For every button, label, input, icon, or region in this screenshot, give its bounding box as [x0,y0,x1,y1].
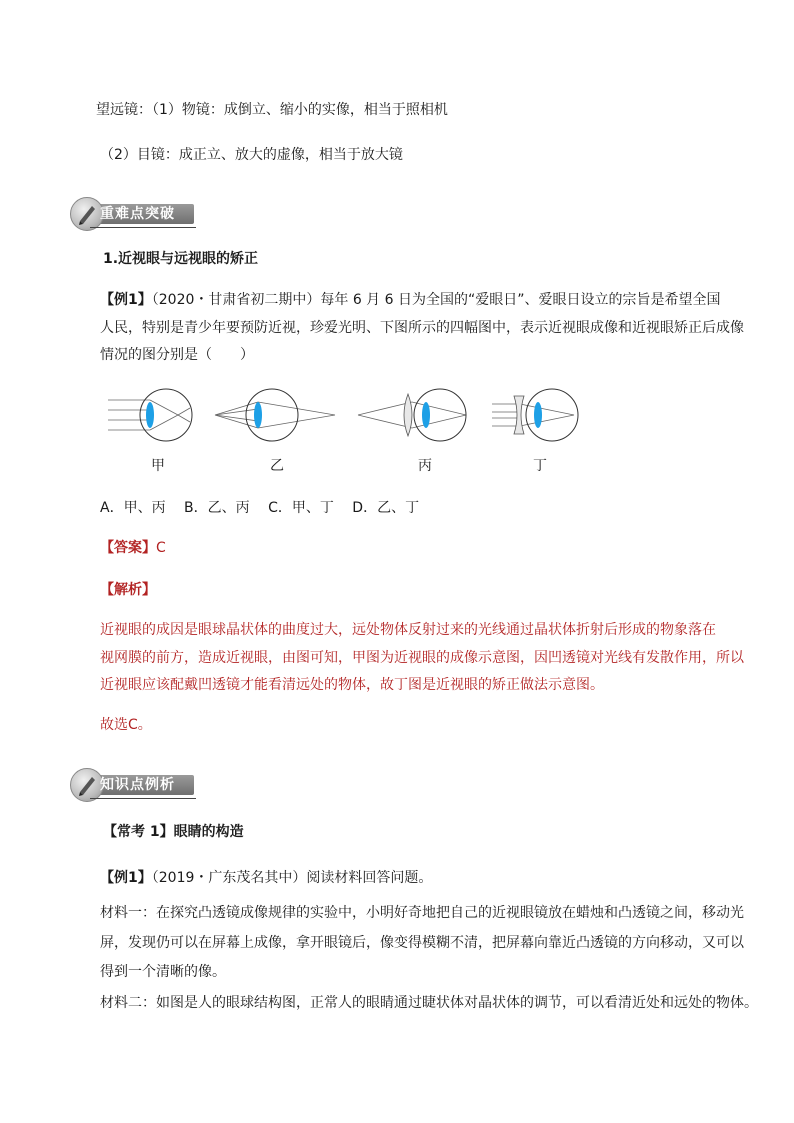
eye-diagram-ding [492,389,578,441]
eye-diagrams-figure [100,382,600,452]
example-label: 【例1】 [100,292,152,308]
analysis-line-3: 近视眼应该配戴凹透镜才能看清远处的物体，故丁图是近视眼的矫正做法示意图。 [100,677,604,693]
figure-label-jia: 甲 [151,458,165,474]
conclusion-text: 故选C。 [100,717,152,733]
example-label: 【例1】 [100,870,152,886]
section-title: 知识点例析 [100,777,175,793]
analysis-label: 【解析】 [100,582,156,598]
example-line-1 [100,290,721,310]
material1-line-2: 屏，发现仍可以在屏幕上成像，拿开眼镜后，像变得模糊不清，把屏幕向靠近凸透镜的方向移动，又可以 [100,935,744,951]
banner-underline [90,798,196,799]
figure-label-ding: 丁 [533,458,547,474]
figure-label-bing: 丙 [418,458,432,474]
subsection-title: 1.近视眼与远视眼的矫正 [103,251,259,267]
answer-options: A．甲、丙 B．乙、丙 C．甲、丁 D．乙、丁 [100,500,420,516]
subsection-title: 【常考 1】眼睛的构造 [103,824,244,840]
figure-label-yi: 乙 [270,458,284,474]
example2-intro-line [100,868,432,888]
section-title: 重难点突破 [100,206,175,222]
example-text: （2020・甘肃省初二期中）每年 6 月 6 日为全国的“爱眼日”、爱眼日设立的宗旨是希望全国 [151,292,721,308]
telescope-eyepiece-text: （2）目镜：成正立、放大的虚像，相当于放大镜 [100,147,403,163]
answer-label: 【答案】 [100,540,156,556]
example-intro: （2019・广东茂名其中）阅读材料回答问题。 [151,870,433,886]
section-banner-knowledge-examples [70,768,196,802]
pencil-badge-icon [70,768,104,802]
section-banner-key-points [70,197,196,231]
telescope-objective-text: 望远镜：（1）物镜：成倒立、缩小的实像，相当于照相机 [96,102,448,118]
answer-row [100,538,166,558]
analysis-line-1: 近视眼的成因是眼球晶状体的曲度过大，远处物体反射过来的光线通过晶状体折射后形成的物象落在 [100,622,716,638]
eye-diagram-jia [108,389,192,441]
material1-line-3: 得到一个清晰的像。 [100,964,226,980]
banner-underline [90,227,196,228]
material1-line-1: 材料一：在探究凸透镜成像规律的实验中，小明好奇地把自己的近视眼镜放在蜡烛和凸透镜之间，移动光 [100,905,744,921]
eye-diagram-bing [358,389,466,441]
eye-diagram-yi [215,389,335,441]
material2-text: 材料二：如图是人的眼球结构图，正常人的眼睛通过睫状体对晶状体的调节，可以看清近处和远处的物体。 [100,995,758,1011]
example-line-3: 情况的图分别是（ ） [100,347,254,363]
answer-value: C [156,540,166,556]
analysis-line-2: 视网膜的前方，造成近视眼，由图可知，甲图为近视眼的成像示意图，因凹透镜对光线有发散作用，所以 [100,650,744,666]
example-line-2: 人民，特别是青少年要预防近视，珍爱光明、下图所示的四幅图中，表示近视眼成像和近视眼矫正后成像 [100,320,744,336]
pencil-badge-icon [70,197,104,231]
